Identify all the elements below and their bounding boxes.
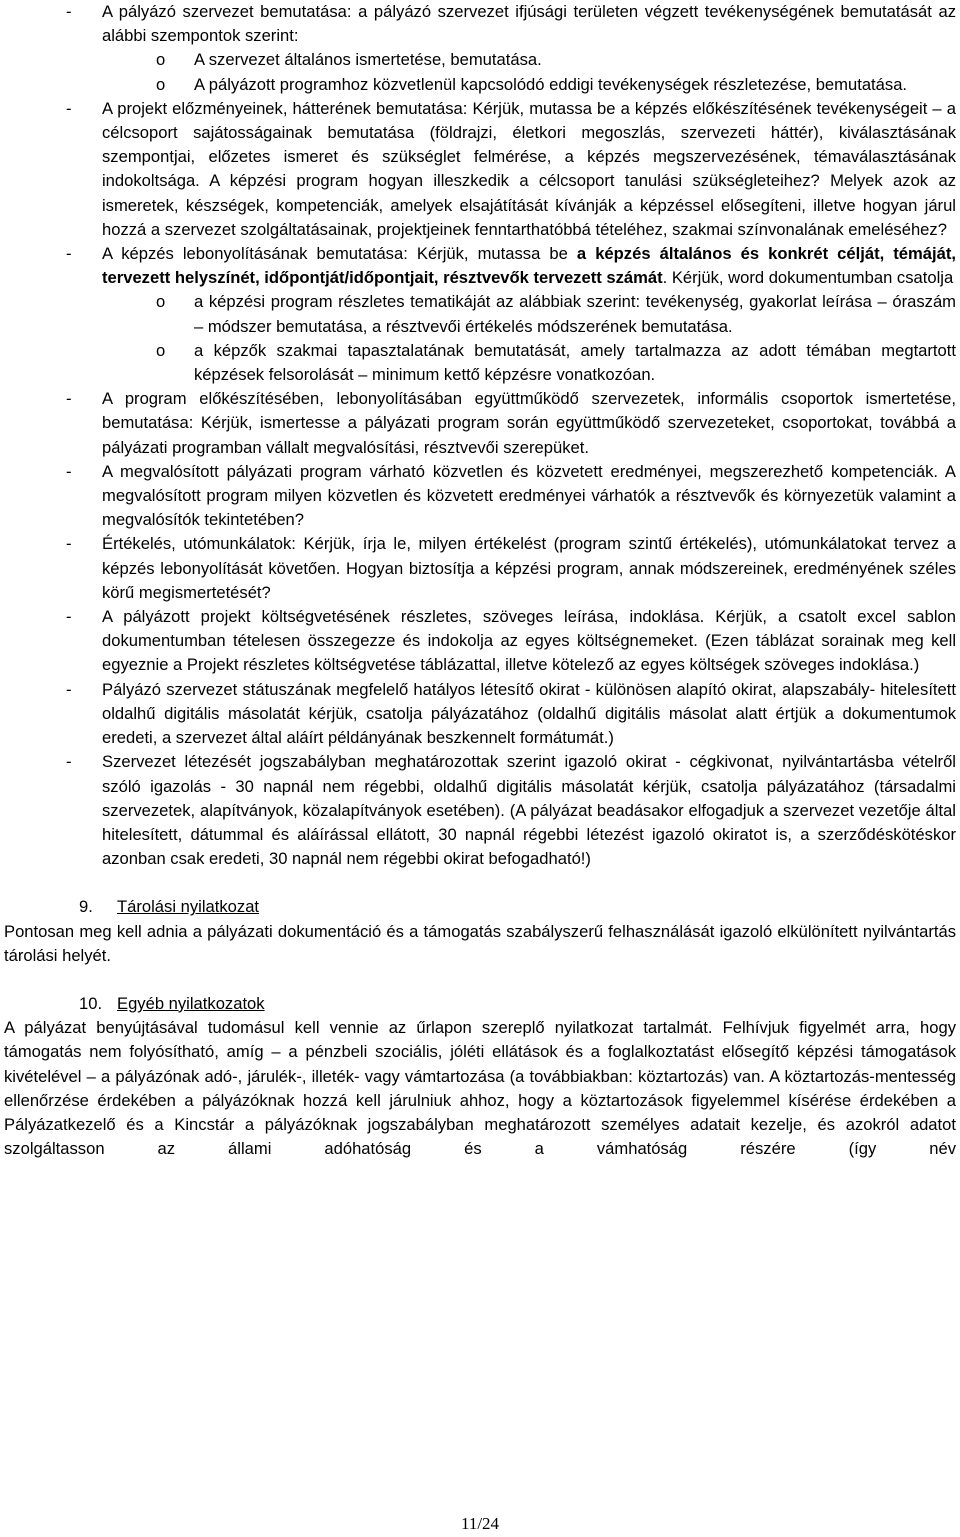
dash-marker: - [66,98,72,118]
dash-marker: - [66,2,72,21]
item-text: Pályázó szervezet státuszának megfelelő hatályos létesítő okirat - különösen alapító okirat, alapszabály- hitelesített oldalhű digitális másolatát kérjük, csatolja pályázatához (oldalhű digitális másolat alatt értjük a dokumentumok eredeti, a szervezet által aláírt példányának beszkennelt formátumát.) [102,679,956,748]
sub-list-item [0,290,960,338]
sub-item-text: A pályázott programhoz közvetlenül kapcsolódó eddigi tevékenységek részletezése, bemutatása. [194,74,908,94]
section-heading [0,895,960,919]
list-item [0,387,960,460]
sub-item-text: A szervezet általános ismertetése, bemutatása. [194,50,542,70]
item-text-post: . Kérjük, word dokumentumban csatolja [662,268,954,288]
list-item [0,0,960,48]
item-text: Szervezet létezését jogszabályban meghatározottak szerint igazoló okirat - cégkivonat, nyilvántartásba vételről szóló igazolás - 30 napnál nem régebbi, oldalhű digitális másolatát kérjük, csatolja pályázatához (társadalmi szervezetek, alapítványok, közalapítványok esetében). (A pályázat beadásakor elfogadjuk a szervezet vezetője által hitelesített, dátummal és aláírással ellátott, 30 napnál régebbi létezést igazoló okiratot is, a szerződéskötéskor azonban csak eredeti, 30 napnál nem régebbi okirat befogadható!) [102,752,956,869]
page-number: 11/24 [460,1514,500,1533]
section-body [0,1016,960,1161]
section-body [0,920,960,968]
list-item [0,242,960,290]
item-text: Értékelés, utómunkálatok: Kérjük, írja le, milyen értékelést (program szintű értékelés), utómunkálatokat tervez a képzés lebonyolítását követően. Hogyan biztosítja a képzési program, annak módszereinek, eredményének széles körű megismertetését? [102,534,956,602]
sub-list-item [0,339,960,387]
item-text-pre: A képzés lebonyolításának bemutatása: Kérjük, mutassa be [102,244,577,264]
dash-marker: - [66,244,72,264]
bullet-marker: o [156,74,166,94]
list-item [0,532,960,605]
list-item [0,605,960,678]
sub-item-text: a képzők szakmai tapasztalatának bemutatását, amely tartalmazza az adott témában megtartott képzések felsorolását – minimum kettő képzésre vonatkozóan. [194,340,956,385]
section-number: 9. [79,897,93,917]
dash-marker: - [66,752,72,772]
dash-marker: - [66,534,72,554]
bullet-marker: o [156,292,166,312]
section-title: Tárolási nyilatkozat [117,897,260,917]
item-text: A program előkészítésében, lebonyolításában együttműködő szervezetek, informális csoportok ismertetése, bemutatása: Kérjük, ismertesse a pályázati program során együttműködő szervezeteket, csoportokat, továbbá a pályázati programban vállalt megvalósítási, résztvevői szerepüket. [102,389,956,457]
item-text: A megvalósított pályázati program várható közvetlen és közvetett eredményei, megszerezhető kompetenciák. A megvalósított program milyen közvetlen és közvetett eredményei várhatók a résztvevők és környezetük valamint a megvalósítók tekintetében? [102,461,956,530]
dash-marker: - [66,607,72,627]
list-item [0,97,960,242]
dash-marker: - [66,461,72,481]
section-heading [0,992,960,1016]
list-item [0,678,960,751]
list-item [0,460,960,533]
section-number: 10. [79,993,103,1013]
sub-list-item [0,48,960,72]
dash-marker: - [66,679,72,699]
bullet-marker: o [156,340,166,360]
section-text: Pontosan meg kell adnia a pályázati dokumentáció és a támogatás szabályszerű felhasználását igazoló elkülönített nyilvántartás tárolási helyét. [4,921,956,965]
item-text-bold: a képzés általános és konkrét célját, témáját, tervezett helyszínét, időpontját/időpontjait, résztvevők tervezett számát [102,244,956,288]
dash-marker: - [66,389,72,409]
sub-list-item [0,73,960,97]
bullet-marker: o [156,50,166,70]
item-text: A pályázott projekt költségvetésének részletes, szöveges leírása, indoklása. Kérjük, a csatolt excel sablon dokumentumban tételesen összegezze és indokolja az egyes költségnemeket. (Ezen táblázat sorainak meg kell egyeznie a Projekt részletes költségvetése táblázattal, illetve kötelező az egyes költségek szöveges indoklása.) [102,607,956,675]
sub-item-text: a képzési program részletes tematikáját az alábbiak szerint: tevékenység, gyakorlat leírása – óraszám – módszer bemutatása, a résztvevői értékelés módszerének bemutatása. [194,292,956,336]
section-title: Egyéb nyilatkozatok [117,993,265,1013]
item-text: A projekt előzményeinek, hátterének bemutatása: Kérjük, mutassa be a képzés előkészítésének tevékenységeit – a célcsoport sajátosságainak bemutatása (földrajzi, életkori megoszlás, szervezeti háttér), kiválasztásának szempontjai, előzetes ismeret és szükséglet felmérése, a képzés megszervezésének, témaválasztásának indokoltsága. A képzési program hogyan illeszkedik a célcsoport tanulási szükségleteihez? Melyek azok az ismeretek, készségek, kompetenciák, amelyek elsajátítását kívánják a képzéssel elősegíteni, illetve hogyan járul hozzá a szervezet szolgáltatásainak, projektjeinek fenntarthatóbbá tételéhez, szakmai színvonalának emeléséhez? [102,98,956,239]
list-item [0,750,960,871]
section-text: A pályázat benyújtásával tudomásul kell vennie az űrlapon szereplő nyilatkozat tartalmát. Felhívjuk figyelmét arra, hogy támogatás nem folyósítható, amíg – a pénzbeli szociális, jóléti ellátások és a foglalkoztatást elősegítő képzési támogatások kivételével – a pályázónak adó-, járulék-, illeték- vagy vámtartozása (a továbbiakban: köztartozás) van. A köztartozás-mentesség ellenőrzése érdekében a pályázóknak hozzá kell járulniuk ahhoz, hogy a köztartozások figyelemmel kísérése érdekében a Pályázatkezelő és a Kincstár a pályázóknak jogszabályban meghatározott személyes adatait kezelje, és azokról adatot szolgáltasson az állami adóhatóság és a vámhatóság részére (így név [4,1018,956,1159]
item-text: A pályázó szervezet bemutatása: a pályázó szervezet ifjúsági területen végzett tevékenységének bemutatását az alábbi szempontok szerint: [102,2,956,46]
